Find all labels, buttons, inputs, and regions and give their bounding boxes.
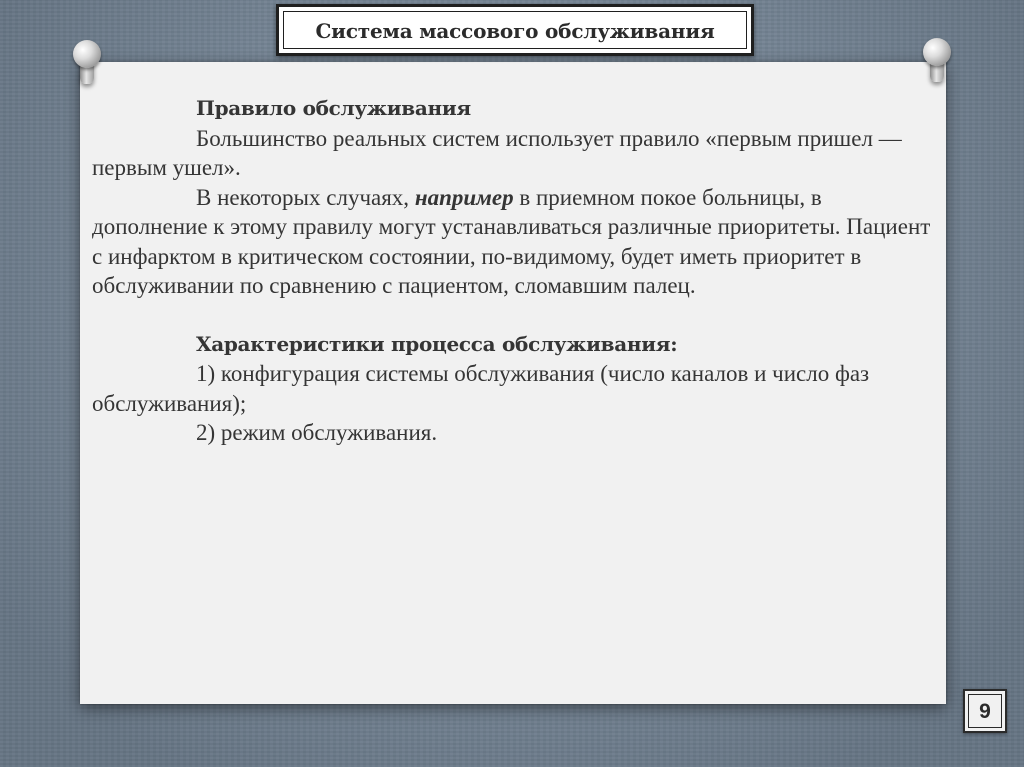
rule-paragraph-1: Большинство реальных систем использует правило «первым пришел — первым ушел». [92,125,902,180]
rule-heading: Правило обслуживания [196,96,471,120]
rule-paragraph-2-end: в приемном покое больницы, в дополнение к этому правилу могут устанавливаться различные приоритеты. Пациент с инфарктом в критическом состоянии, по-видимому, будет иметь приоритет в обслуживании по сравнению с пациентом, сломавшим палец. [92,184,931,298]
rule-paragraph-2 [92,183,932,301]
content-paper [80,62,946,704]
page-number: 9 [979,700,991,723]
slide-content [92,94,932,448]
characteristics-heading: Характеристики процесса обслуживания: [196,331,678,356]
pushpin-left-icon [70,40,104,88]
pushpin-right-icon [920,38,954,86]
slide-title: Система массового обслуживания [315,19,715,43]
slide-title-box [276,4,754,56]
paragraph-gap [92,301,932,330]
characteristics-item-1: 1) конфигурация системы обслуживания (число каналов и число фаз обслуживания); [92,361,870,416]
page-number-badge [963,689,1007,733]
emphasis-example: например [414,184,514,210]
characteristics-item-2: 2) режим обслуживания. [196,420,438,445]
rule-paragraph-2-start: В некоторых случаях, [196,184,415,210]
